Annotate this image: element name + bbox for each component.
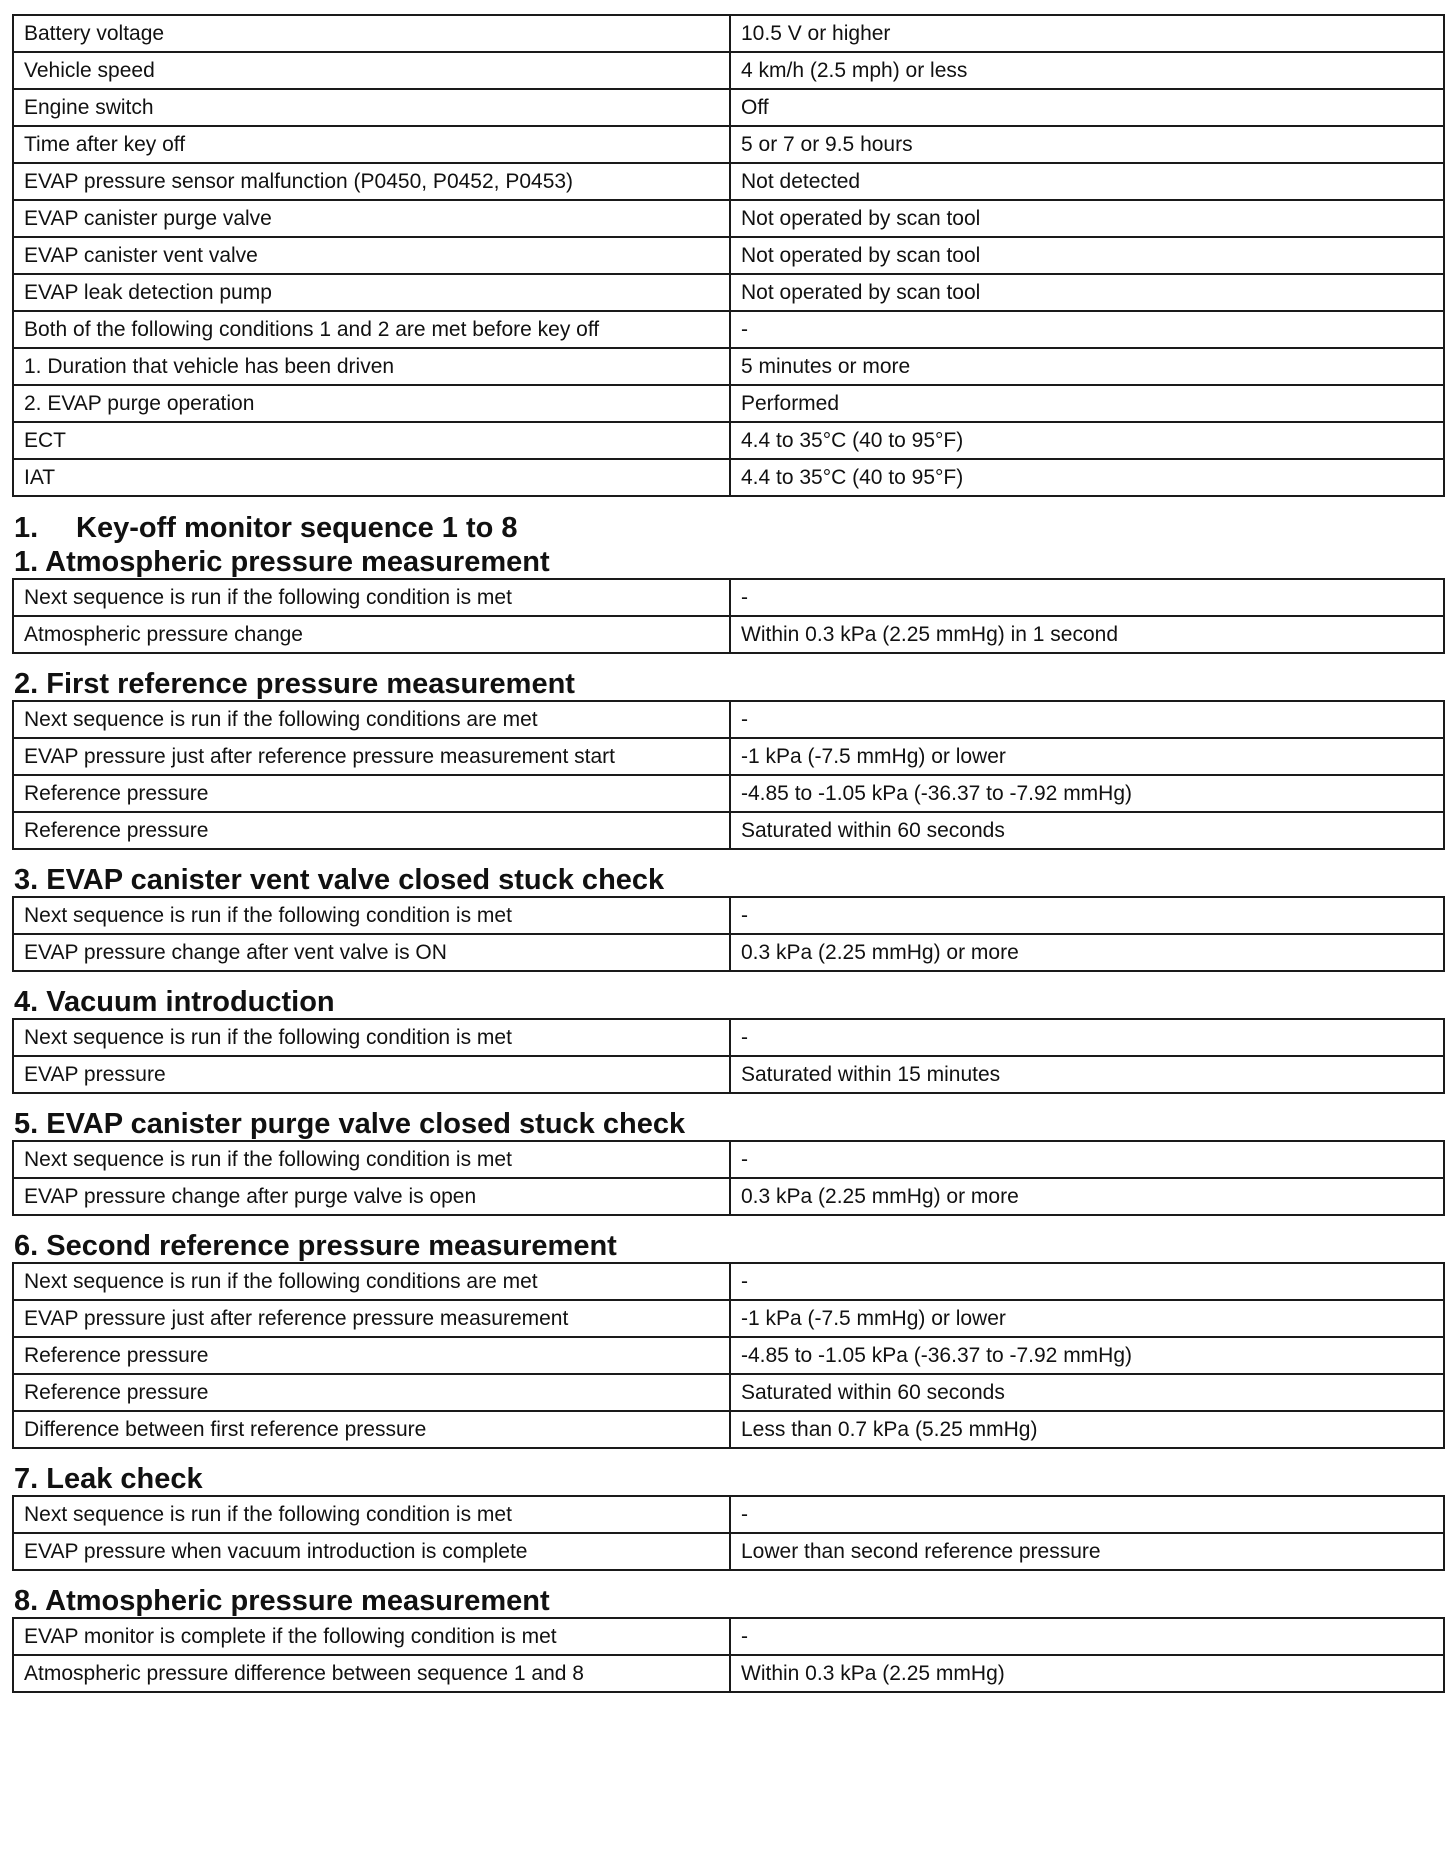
sequence-section: [12, 546, 1445, 654]
value-cell: -: [730, 701, 1444, 738]
table-row: [13, 15, 1444, 52]
condition-cell: EVAP pressure sensor malfunction (P0450, P0452, P0453): [13, 163, 730, 200]
table-row: [13, 459, 1444, 496]
conditions-table: [12, 14, 1445, 497]
condition-cell: Reference pressure: [13, 812, 730, 849]
condition-cell: 1. Duration that vehicle has been driven: [13, 348, 730, 385]
value-cell: -: [730, 1141, 1444, 1178]
value-cell: -4.85 to -1.05 kPa (-36.37 to -7.92 mmHg): [730, 1337, 1444, 1374]
value-cell: -1 kPa (-7.5 mmHg) or lower: [730, 1300, 1444, 1337]
table-row: [13, 237, 1444, 274]
sequence-section: [12, 1108, 1445, 1216]
value-cell: -: [730, 897, 1444, 934]
table-row: [13, 1496, 1444, 1533]
table-row: [13, 1533, 1444, 1570]
condition-cell: ECT: [13, 422, 730, 459]
sequence-table: [12, 700, 1445, 850]
section-title: 4. Vacuum introduction: [14, 986, 335, 1018]
value-cell: Saturated within 60 seconds: [730, 812, 1444, 849]
sequence-table: [12, 578, 1445, 654]
section-title: 1. Atmospheric pressure measurement: [14, 546, 550, 578]
sequence-table: [12, 1495, 1445, 1571]
value-cell: -: [730, 1019, 1444, 1056]
main-heading-title: Key-off monitor sequence 1 to 8: [76, 512, 518, 544]
section-title: 7. Leak check: [14, 1463, 203, 1495]
value-cell: -: [730, 1263, 1444, 1300]
value-cell: 10.5 V or higher: [730, 15, 1444, 52]
condition-cell: Atmospheric pressure difference between sequence 1 and 8: [13, 1655, 730, 1692]
value-cell: 0.3 kPa (2.25 mmHg) or more: [730, 934, 1444, 971]
table-row: [13, 897, 1444, 934]
table-row: [13, 775, 1444, 812]
condition-cell: Vehicle speed: [13, 52, 730, 89]
table-row: [13, 1337, 1444, 1374]
value-cell: -4.85 to -1.05 kPa (-36.37 to -7.92 mmHg): [730, 775, 1444, 812]
table-row: [13, 616, 1444, 653]
table-row: [13, 422, 1444, 459]
table-row: [13, 738, 1444, 775]
condition-cell: EVAP pressure change after purge valve is open: [13, 1178, 730, 1215]
sequence-section: [12, 1463, 1445, 1571]
value-cell: 5 or 7 or 9.5 hours: [730, 126, 1444, 163]
condition-cell: Atmospheric pressure change: [13, 616, 730, 653]
table-row: [13, 163, 1444, 200]
value-cell: -1 kPa (-7.5 mmHg) or lower: [730, 738, 1444, 775]
condition-cell: Next sequence is run if the following condition is met: [13, 579, 730, 616]
table-row: [13, 1178, 1444, 1215]
main-heading-number: 1.: [14, 512, 39, 544]
sequence-table: [12, 1262, 1445, 1449]
condition-cell: Battery voltage: [13, 15, 730, 52]
table-row: [13, 1300, 1444, 1337]
value-cell: -: [730, 311, 1444, 348]
sequence-table: [12, 896, 1445, 972]
table-row: [13, 274, 1444, 311]
condition-cell: Difference between first reference pressure: [13, 1411, 730, 1448]
table-row: [13, 1655, 1444, 1692]
condition-cell: EVAP pressure: [13, 1056, 730, 1093]
table-row: [13, 200, 1444, 237]
table-row: [13, 701, 1444, 738]
condition-cell: 2. EVAP purge operation: [13, 385, 730, 422]
value-cell: Performed: [730, 385, 1444, 422]
value-cell: -: [730, 1496, 1444, 1533]
sequence-section: [12, 864, 1445, 972]
condition-cell: EVAP canister vent valve: [13, 237, 730, 274]
table-row: [13, 1019, 1444, 1056]
value-cell: Within 0.3 kPa (2.25 mmHg) in 1 second: [730, 616, 1444, 653]
condition-cell: Reference pressure: [13, 1374, 730, 1411]
condition-cell: Next sequence is run if the following condition is met: [13, 1019, 730, 1056]
sequence-section: [12, 986, 1445, 1094]
table-row: [13, 1056, 1444, 1093]
condition-cell: Reference pressure: [13, 1337, 730, 1374]
condition-cell: Both of the following conditions 1 and 2 are met before key off: [13, 311, 730, 348]
value-cell: Within 0.3 kPa (2.25 mmHg): [730, 1655, 1444, 1692]
sequence-table: [12, 1018, 1445, 1094]
value-cell: 4.4 to 35°C (40 to 95°F): [730, 459, 1444, 496]
section-title: 3. EVAP canister vent valve closed stuck check: [14, 864, 665, 896]
value-cell: Less than 0.7 kPa (5.25 mmHg): [730, 1411, 1444, 1448]
condition-cell: Engine switch: [13, 89, 730, 126]
table-row: [13, 1141, 1444, 1178]
condition-cell: Next sequence is run if the following condition is met: [13, 897, 730, 934]
condition-cell: EVAP monitor is complete if the following condition is met: [13, 1618, 730, 1655]
sequence-table: [12, 1617, 1445, 1693]
section-title: 6. Second reference pressure measurement: [14, 1230, 617, 1262]
table-row: [13, 1618, 1444, 1655]
value-cell: -: [730, 579, 1444, 616]
value-cell: 5 minutes or more: [730, 348, 1444, 385]
value-cell: Lower than second reference pressure: [730, 1533, 1444, 1570]
table-row: [13, 348, 1444, 385]
sequence-table: [12, 1140, 1445, 1216]
table-row: [13, 1374, 1444, 1411]
condition-cell: Next sequence is run if the following condition is met: [13, 1496, 730, 1533]
table-row: [13, 934, 1444, 971]
value-cell: Not operated by scan tool: [730, 200, 1444, 237]
value-cell: Saturated within 60 seconds: [730, 1374, 1444, 1411]
table-row: [13, 579, 1444, 616]
table-row: [13, 1263, 1444, 1300]
section-title: 2. First reference pressure measurement: [14, 668, 575, 700]
value-cell: Not operated by scan tool: [730, 237, 1444, 274]
condition-cell: Next sequence is run if the following condition is met: [13, 1141, 730, 1178]
value-cell: 4 km/h (2.5 mph) or less: [730, 52, 1444, 89]
value-cell: Not detected: [730, 163, 1444, 200]
table-row: [13, 311, 1444, 348]
condition-cell: EVAP pressure change after vent valve is ON: [13, 934, 730, 971]
section-title: 8. Atmospheric pressure measurement: [14, 1585, 550, 1617]
value-cell: Off: [730, 89, 1444, 126]
sequence-sections: [12, 546, 1445, 1693]
value-cell: 4.4 to 35°C (40 to 95°F): [730, 422, 1444, 459]
table-row: [13, 812, 1444, 849]
section-title: 5. EVAP canister purge valve closed stuck check: [14, 1108, 686, 1140]
condition-cell: Next sequence is run if the following conditions are met: [13, 701, 730, 738]
condition-cell: EVAP pressure just after reference pressure measurement: [13, 1300, 730, 1337]
condition-cell: EVAP pressure just after reference pressure measurement start: [13, 738, 730, 775]
table-row: [13, 1411, 1444, 1448]
value-cell: 0.3 kPa (2.25 mmHg) or more: [730, 1178, 1444, 1215]
value-cell: Not operated by scan tool: [730, 274, 1444, 311]
value-cell: Saturated within 15 minutes: [730, 1056, 1444, 1093]
table-row: [13, 89, 1444, 126]
value-cell: -: [730, 1618, 1444, 1655]
condition-cell: EVAP leak detection pump: [13, 274, 730, 311]
table-row: [13, 385, 1444, 422]
table-row: [13, 52, 1444, 89]
sequence-section: [12, 1585, 1445, 1693]
condition-cell: EVAP canister purge valve: [13, 200, 730, 237]
document-page: [12, 14, 1445, 1693]
condition-cell: Time after key off: [13, 126, 730, 163]
condition-cell: Reference pressure: [13, 775, 730, 812]
main-heading: [12, 512, 1445, 544]
condition-cell: IAT: [13, 459, 730, 496]
condition-cell: Next sequence is run if the following conditions are met: [13, 1263, 730, 1300]
table-row: [13, 126, 1444, 163]
condition-cell: EVAP pressure when vacuum introduction is complete: [13, 1533, 730, 1570]
sequence-section: [12, 1230, 1445, 1449]
sequence-section: [12, 668, 1445, 850]
